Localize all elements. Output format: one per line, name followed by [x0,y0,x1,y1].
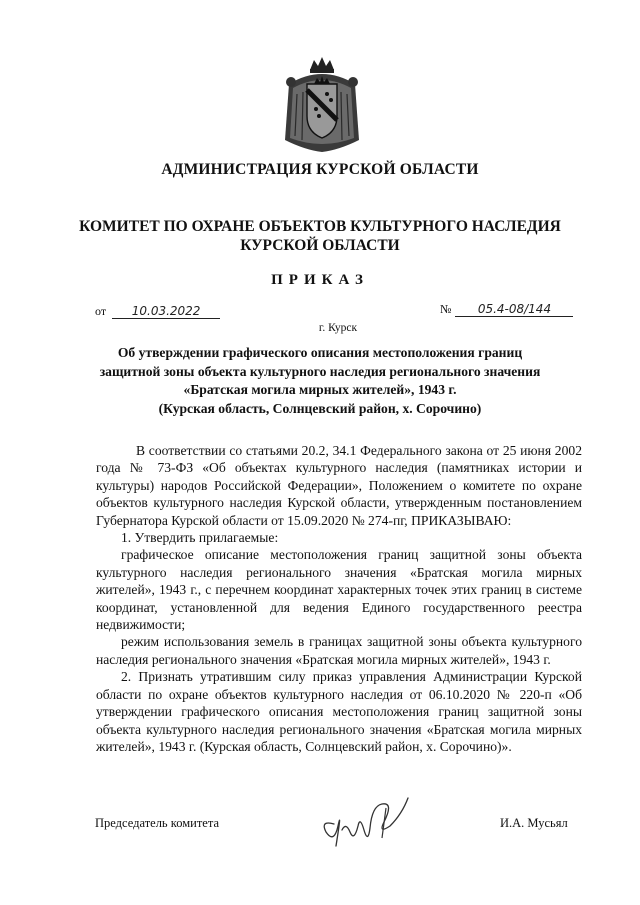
title-line-1: Об утверждении графического описания местоположения границ [117,345,523,360]
document-type: ПРИКАЗ [271,272,369,288]
administration-header: АДМИНИСТРАЦИЯ КУРСКОЙ ОБЛАСТИ [161,161,479,178]
item-2: 2. Признать утратившим силу приказ управления Администрации Курской области по охране объектов культурного наследия от 06.10.2020 № 220-п «Об утверждении графического описания местоположения границ защитной зоны объекта культурного наследия регионального значения «Братская могила мирных жителей», 1943 г. (Курская область, Солнцевский район, х. Сорочино)». [96,669,582,754]
date-value: 10.03.2022 [112,304,220,319]
committee-line-1: КОМИТЕТ ПО ОХРАНЕ ОБЪЕКТОВ КУЛЬТУРНОГО НАСЛЕДИЯ [79,218,561,235]
committee-header [0,217,640,255]
item-1: 1. Утвердить прилагаемые: [121,530,279,546]
coat-of-arms-icon [283,54,361,154]
item-1-a: графическое описание местоположения границ защитной зоны объекта культурного наследия регионального значения «Братская могила мирных жителей», 1943 г., с перечнем координат характерных точек этих границ в системе координат, установленной для ведения Единого государственного реестра недвижимости; [96,547,582,633]
order-title [0,344,640,418]
title-line-2: защитной зоны объекта культурного наследия регионального значения [99,363,541,379]
title-line-3: «Братская могила мирных жителей», 1943 г. [183,382,457,397]
handwritten-signature [312,786,432,856]
title-line-4: (Курская область, Солнцевский район, х. Сорочино) [158,400,482,416]
order-body [96,442,582,755]
city: г. Курск [318,322,358,334]
number-value: 05.4-08/144 [455,302,573,317]
item-1-b: режим использования земель в границах защитной зоны объекта культурного наследия регионального значения «Братская могила мирных жителей», 1943 г. [96,634,582,667]
date-label: от [95,304,107,318]
preamble-paragraph: В соответствии со статьями 20.2, 34.1 Федерального закона от 25 июня 2002 года № 73-ФЗ «Об объектах культурного наследия (памятниках истории и культуры) народов Российской Федерации», Положением о комитете по охране объектов культурного наследия Курской области, утвержденным постановлением Губернатора Курской области от 15.09.2020 № 274-пг, ПРИКАЗЫВАЮ: [96,443,582,528]
committee-line-2: КУРСКОЙ ОБЛАСТИ [240,237,400,254]
signatory-position: Председатель комитета [95,816,219,830]
signatory-name: И.А. Мусьял [500,816,568,830]
order-number [440,302,573,317]
order-date [95,304,220,319]
number-label: № [440,302,452,316]
